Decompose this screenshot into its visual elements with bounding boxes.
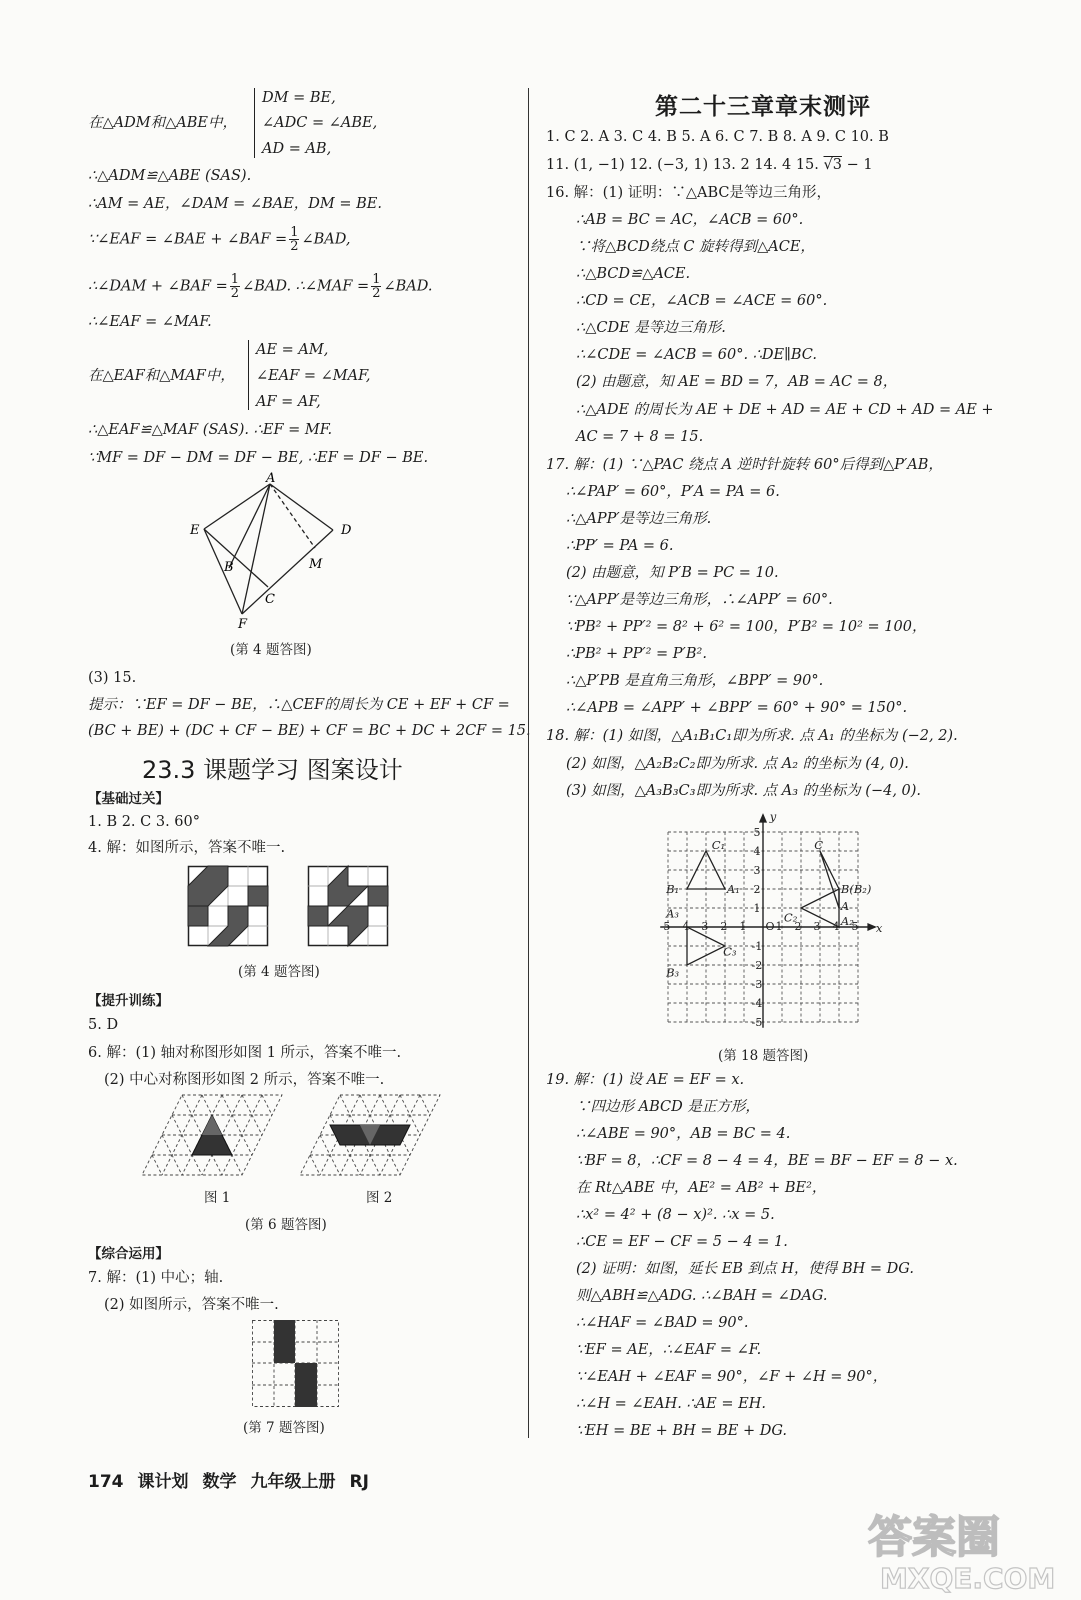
x-tick-label: -4	[678, 920, 690, 933]
sqrt-expression: √3	[823, 157, 842, 173]
section-title: 23.3 课题学习 图案设计	[142, 756, 403, 784]
text-line: 17. 解：(1) ∵△PAC 绕点 A 逆时针旋转 60°后得到△P′AB，	[546, 457, 943, 473]
label-b: B	[224, 560, 234, 575]
watermark-logo	[858, 1500, 1068, 1595]
text-part: ∠BAD. ∴∠MAF =	[242, 278, 370, 295]
text-line: ∴△EAF≌△MAF (SAS). ∴EF = MF.	[88, 422, 333, 438]
label-c1: C₁	[711, 838, 726, 853]
label-b3: B₃	[666, 965, 680, 980]
label-e: E	[190, 523, 200, 538]
label-a2: A₂	[840, 914, 854, 929]
text-line	[88, 273, 432, 300]
text-line: 19. 解：(1) 设 AE = EF = x.	[546, 1072, 745, 1088]
text-line: ∵PB² + PP′² = 8² + 6² = 100，P′B² = 10² = 100，	[566, 619, 927, 635]
text-line: ∴△BCD≌△ACE.	[576, 266, 691, 282]
y-tick-label: -1	[751, 940, 763, 953]
text-line: DM = BE,	[262, 90, 336, 106]
text-line: 在△EAF和△MAF中，	[88, 368, 235, 384]
watermark-domain: MXQE.COM	[880, 1562, 1056, 1595]
text-line: ∵EF = AE，∴∠EAF = ∠F.	[576, 1342, 762, 1358]
label-c2: C₂	[783, 910, 798, 925]
fraction: $\frac{1}{2}$	[290, 225, 299, 254]
text-line: 在 Rt△ABE 中，AE² = AB² + BE²，	[576, 1180, 827, 1196]
text-line: ∴∠H = ∠EAH. ∴AE = EH.	[576, 1396, 766, 1412]
figure-caption: (第 7 题答图)	[243, 1420, 325, 1436]
text-line: (3) 15.	[88, 670, 137, 686]
text-part: ∴∠DAM + ∠BAF =	[88, 278, 228, 295]
text-part: 11. (1, −1) 12. (−3, 1) 13. 2 14. 4 15.	[546, 157, 819, 173]
text-line: ∵四边形 ABCD 是正方形，	[576, 1099, 760, 1115]
y-tick-label: 3	[753, 864, 761, 877]
text-line: (2) 中心对称图形如图 2 所示，答案不唯一.	[104, 1072, 385, 1088]
text-line: ∴PB² + PP′² = P′B².	[566, 646, 707, 662]
y-tick-label: 2	[753, 883, 761, 896]
brace	[248, 340, 249, 410]
text-line: ∴CD = CE，∠ACB = ∠ACE = 60°.	[576, 293, 828, 309]
label-b1: B₁	[666, 881, 680, 896]
text-line: 在△ADM和△ABE中，	[88, 115, 237, 131]
y-tick-label: -4	[751, 997, 763, 1010]
text-line: ∠ADC = ∠ABE,	[262, 115, 378, 131]
page-number: 174	[88, 1472, 124, 1492]
grade: 九年级上册	[250, 1472, 336, 1492]
figure-label: 图 1	[204, 1190, 231, 1206]
label-d: D	[341, 523, 352, 538]
text-part: ∠BAD,	[301, 231, 351, 248]
triangle-grid-figure-1	[142, 1095, 292, 1177]
text-line: ∴△ADE 的周长为 AE + DE + AD = AE + CD + AD = AE +	[576, 402, 994, 418]
section-tag: 【提升训练】	[88, 993, 169, 1009]
text-line: 16. 解：(1) 证明：∵△ABC是等边三角形，	[546, 185, 831, 201]
x-tick-label: 2	[794, 920, 802, 933]
text-line: ∴AB = BC = AC，∠ACB = 60°.	[576, 212, 804, 228]
y-tick-label: -3	[751, 978, 763, 991]
text-line: ∠EAF = ∠MAF,	[256, 368, 371, 384]
x-tick-label: 5	[851, 920, 859, 933]
y-tick-label: 1	[753, 902, 761, 915]
text-line: (2) 证明：如图，延长 EB 到点 H，使得 BH = DG.	[576, 1261, 914, 1277]
text-line	[88, 226, 350, 253]
x-tick-label: -3	[697, 920, 709, 933]
edition: RJ	[349, 1472, 369, 1492]
figure-caption: (第 6 题答图)	[245, 1217, 327, 1233]
text-line: ∴∠EAF = ∠MAF.	[88, 314, 212, 330]
text-line: 18. 解：(1) 如图，△A₁B₁C₁即为所求. 点 A₁ 的坐标为 (−2, 2).	[546, 728, 958, 744]
text-line: ∴AM = AE，∠DAM = ∠BAE，DM = BE.	[88, 196, 382, 212]
label-m: M	[309, 557, 323, 572]
text-line: ∴△P′PB 是直角三角形，∠BPP′ = 90°.	[566, 673, 824, 689]
text-line: ∴△CDE 是等边三角形.	[576, 320, 726, 336]
figure-caption: (第 4 题答图)	[238, 964, 320, 980]
text-line: 则△ABH≌△ADG. ∴∠BAH = ∠DAG.	[576, 1288, 828, 1304]
label-a: A	[840, 898, 850, 913]
text-line: 5. D	[88, 1017, 119, 1033]
chapter-title: 第二十三章章末测评	[655, 93, 871, 120]
text-line: ∵∠EAH + ∠EAF = 90°，∠F + ∠H = 90°，	[576, 1369, 888, 1385]
label-c3: C₃	[723, 944, 737, 959]
label-f: F	[238, 617, 248, 632]
text-part: − 1	[846, 157, 873, 173]
text-line: 6. 解：(1) 轴对称图形如图 1 所示，答案不唯一.	[88, 1045, 402, 1061]
text-line: ∴∠PAP′ = 60°，P′A = PA = 6.	[566, 484, 780, 500]
figure-caption: (第 4 题答图)	[230, 642, 312, 658]
fraction: $\frac{1}{2}$	[372, 272, 381, 301]
section-tag: 【综合运用】	[88, 1246, 169, 1262]
text-line: (BC + BE) + (DC + CF − BE) + CF = BC + DC + 2CF = 15.	[88, 723, 531, 739]
text-line: 1. B 2. C 3. 60°	[88, 814, 200, 830]
geometry-figure-4	[190, 471, 360, 635]
text-line: ∴CE = EF − CF = 5 − 4 = 1.	[576, 1234, 788, 1250]
pattern-figure-a	[188, 866, 268, 946]
column-divider	[528, 88, 529, 1438]
text-line: ∵EH = BE + BH = BE + DG.	[576, 1423, 788, 1439]
text-line: (2) 如图，△A₂B₂C₂即为所求. 点 A₂ 的坐标为 (4, 0).	[566, 756, 909, 772]
triangle-abc	[820, 851, 839, 908]
text-line: AC = 7 + 8 = 15.	[576, 429, 704, 445]
text-part: ∵∠EAF = ∠BAE + ∠BAF =	[88, 231, 288, 248]
text-line: ∵将△BCD绕点 C 旋转得到△ACE，	[576, 239, 815, 255]
text-line: (2) 如图所示，答案不唯一.	[104, 1297, 279, 1313]
y-tick-label: 5	[753, 826, 761, 839]
text-line: 4. 解：如图所示，答案不唯一.	[88, 840, 286, 856]
square-grid-figure-7	[252, 1320, 340, 1408]
x-tick-label: -5	[659, 920, 671, 933]
x-axis-label: x	[875, 921, 883, 935]
label-a1: A₁	[726, 881, 740, 896]
text-line: (3) 如图，△A₃B₃C₃即为所求. 点 A₃ 的坐标为 (−4, 0).	[566, 783, 922, 799]
y-axis-label: y	[769, 809, 777, 824]
y-tick-label: -2	[751, 959, 763, 972]
text-line: 提示：∵EF = DF − BE，∴△CEF的周长为 CE + EF + CF =	[88, 697, 510, 713]
text-line: ∵△APP′是等边三角形，∴∠APP′ = 60°.	[566, 592, 833, 608]
text-line: ∴∠ABE = 90°，AB = BC = 4.	[576, 1126, 791, 1142]
brace	[254, 88, 255, 158]
text-line: ∴∠CDE = ∠ACB = 60°. ∴DE∥BC.	[576, 347, 817, 363]
y-tick-label: -5	[751, 1016, 763, 1029]
text-line: (2) 由题意，知 P′B = PC = 10.	[566, 565, 779, 581]
fraction: $\frac{1}{2}$	[230, 272, 240, 301]
text-line: ∴△APP′是等边三角形.	[566, 511, 712, 527]
text-line: ∴PP′ = PA = 6.	[566, 538, 674, 554]
book-name: 课计划	[137, 1472, 189, 1492]
pattern-figure-b	[308, 866, 388, 946]
origin-label: O	[765, 920, 775, 933]
section-tag: 【基础过关】	[88, 791, 169, 807]
text-line: ∵BF = 8，∴CF = 8 − 4 = 4，BE = BF − EF = 8 − x.	[576, 1153, 958, 1169]
y-axis-arrow	[760, 815, 766, 822]
text-line: ∴x² = 4² + (8 − x)². ∴x = 5.	[576, 1207, 775, 1223]
label-c: C	[814, 838, 824, 853]
x-tick-label: -2	[716, 920, 728, 933]
label-a3: A₃	[666, 906, 680, 921]
subject: 数学	[202, 1472, 237, 1492]
text-line: ∴△ADM≌△ABE (SAS).	[88, 168, 252, 184]
x-tick-label: 4	[832, 920, 840, 933]
coordinate-grid-figure-18	[658, 809, 888, 1037]
x-tick-label: 1	[775, 920, 783, 933]
text-line: ∴∠APB = ∠APP′ + ∠BPP′ = 60° + 90° = 150°.	[566, 700, 908, 716]
text-line	[546, 155, 873, 175]
y-tick-label: 4	[753, 845, 761, 858]
text-line: ∴∠HAF = ∠BAD = 90°.	[576, 1315, 749, 1331]
triangle-grid-figure-2	[300, 1095, 450, 1177]
text-line: 7. 解：(1) 中心；轴.	[88, 1270, 224, 1286]
x-axis-arrow	[868, 924, 875, 930]
text-line: ∵MF = DF − DM = DF − BE, ∴EF = DF − BE.	[88, 450, 429, 466]
figure-label: 图 2	[366, 1190, 393, 1206]
x-tick-label: -1	[735, 920, 747, 933]
text-line: (2) 由题意，知 AE = BD = 7，AB = AC = 8，	[576, 374, 898, 390]
x-tick-label: 3	[813, 920, 821, 933]
label-b-b2: B(B₂)	[840, 881, 872, 896]
figure-caption: (第 18 题答图)	[718, 1048, 809, 1064]
text-part: ∠BAD.	[383, 278, 433, 295]
label-c: C	[265, 592, 275, 607]
text-line: AF = AF,	[256, 394, 321, 410]
text-line: AD = AB,	[262, 141, 332, 157]
page-footer	[88, 1467, 383, 1492]
watermark-text: 答案圈	[868, 1512, 1000, 1563]
text-line: 1. C 2. A 3. C 4. B 5. A 6. C 7. B 8. A 9. C 10. B	[546, 129, 889, 145]
text-line: AE = AM,	[256, 342, 329, 358]
label-a: A	[266, 471, 276, 486]
